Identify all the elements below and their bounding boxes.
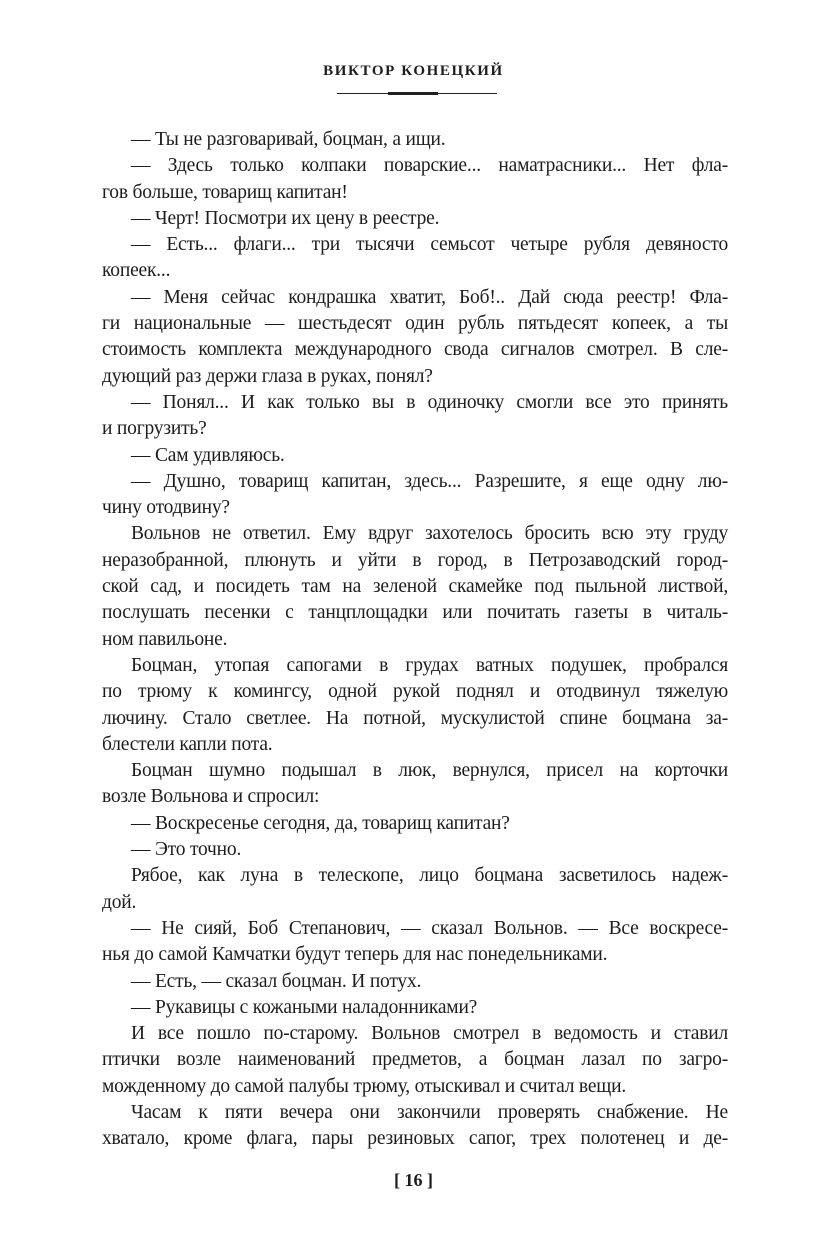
text-line: Вольнов не ответил. Ему вдруг захотелось бросить всю эту груду	[131, 523, 728, 545]
text-line: хватало, кроме флага, пары резиновых сапог, трех полотенец и де-	[102, 1128, 728, 1150]
paragraph	[102, 469, 728, 522]
page-number: [ 16 ]	[394, 1170, 433, 1190]
paragraph	[102, 653, 728, 758]
running-header-author: ВИКТОР КОНЕЦКИЙ	[323, 63, 504, 79]
body-text	[102, 127, 728, 1153]
text-line: — Душно, товарищ капитан, здесь... Разрешите, я еще одну лю-	[131, 470, 728, 492]
text-line: И все пошло по-старому. Вольнов смотрел в ведомость и ставил	[131, 1023, 728, 1045]
paragraph	[102, 969, 728, 995]
text-line: нья до самой Камчатки будут теперь для нас понедельниками.	[102, 944, 608, 966]
text-line: Боцман, утопая сапогами в грудах ватных подушек, пробрался	[131, 654, 728, 676]
text-line: — Рукавицы с кожаными наладонниками?	[131, 996, 478, 1018]
text-line: — Воскресенье сегодня, да, товарищ капитан?	[131, 812, 510, 834]
text-line: чину отодвину?	[102, 497, 230, 519]
text-line: — Это точно.	[131, 839, 242, 861]
text-line: по трюму к комингсу, одной рукой поднял и отодвинул тяжелую	[102, 681, 728, 703]
text-line: — Черт! Посмотри их цену в реестре.	[131, 207, 440, 229]
text-line: дой.	[102, 891, 137, 913]
text-line: ги национальные — шестьдесят один рубль пятьдесят копеек, а ты	[102, 313, 728, 335]
text-line: — Есть, — сказал боцман. И потух.	[131, 970, 422, 992]
header-divider-ornament	[388, 92, 438, 95]
text-line: гов больше, товарищ капитан!	[102, 181, 348, 203]
text-line: неразобранной, плюнуть и уйти в город, в Петрозаводский город-	[102, 549, 728, 571]
paragraph	[102, 758, 728, 811]
text-line: лючину. Стало светлее. На потной, мускулистой спине боцмана за-	[102, 707, 728, 729]
text-line: птички возле наименований предметов, а боцман лазал по загро-	[102, 1049, 728, 1071]
paragraph	[102, 206, 728, 232]
text-line: Рябое, как луна в телескопе, лицо боцмана засветилось надеж-	[131, 865, 728, 887]
paragraph	[102, 443, 728, 469]
paragraph	[102, 995, 728, 1021]
text-line: Часам к пяти вечера они закончили проверять снабжение. Не	[131, 1101, 728, 1123]
paragraph	[102, 153, 728, 206]
paragraph	[102, 837, 728, 863]
paragraph	[102, 1100, 728, 1153]
paragraph	[102, 916, 728, 969]
text-line: — Понял... И как только вы в одиночку смогли все это принять	[131, 391, 728, 413]
text-line: — Сам удивляюсь.	[131, 444, 285, 466]
text-line: ской сад, и посидеть там на зеленой скамейке под пыльной листвой,	[102, 576, 728, 598]
text-line: дующий раз держи глаза в руках, понял?	[102, 365, 433, 387]
text-line: и погрузить?	[102, 418, 207, 440]
paragraph	[102, 811, 728, 837]
text-line: — Есть... флаги... три тысячи семьсот четыре рубля девяносто	[131, 234, 728, 256]
text-line: можденному до самой палубы трюму, отыскивал и считал вещи.	[102, 1075, 627, 1097]
text-line: Боцман шумно подышал в люк, вернулся, присел на корточки	[131, 760, 728, 782]
paragraph	[102, 521, 728, 652]
text-line: ном павильоне.	[102, 628, 228, 650]
paragraph	[102, 863, 728, 916]
paragraph	[102, 1021, 728, 1100]
text-line: копеек...	[102, 260, 171, 282]
text-line: блестели капли пота.	[102, 733, 273, 755]
text-line: — Меня сейчас кондрашка хватит, Боб!.. Дай сюда реестр! Фла-	[131, 286, 728, 308]
text-line: — Здесь только колпаки поварские... наматрасники... Нет фла-	[131, 155, 728, 177]
paragraph	[102, 285, 728, 390]
text-line: стоимость комплекта международного свода сигналов смотрел. В сле-	[102, 339, 728, 361]
text-line: — Не сияй, Боб Степанович, — сказал Вольнов. — Все воскресе-	[131, 917, 728, 939]
text-line: послушать песенки с танцплощадки или почитать газеты в читаль-	[102, 602, 728, 624]
text-line: возле Вольнова и спросил:	[102, 786, 320, 808]
paragraph	[102, 390, 728, 443]
paragraph	[102, 232, 728, 285]
paragraph	[102, 127, 728, 153]
text-line: — Ты не разговаривай, боцман, а ищи.	[131, 129, 446, 150]
